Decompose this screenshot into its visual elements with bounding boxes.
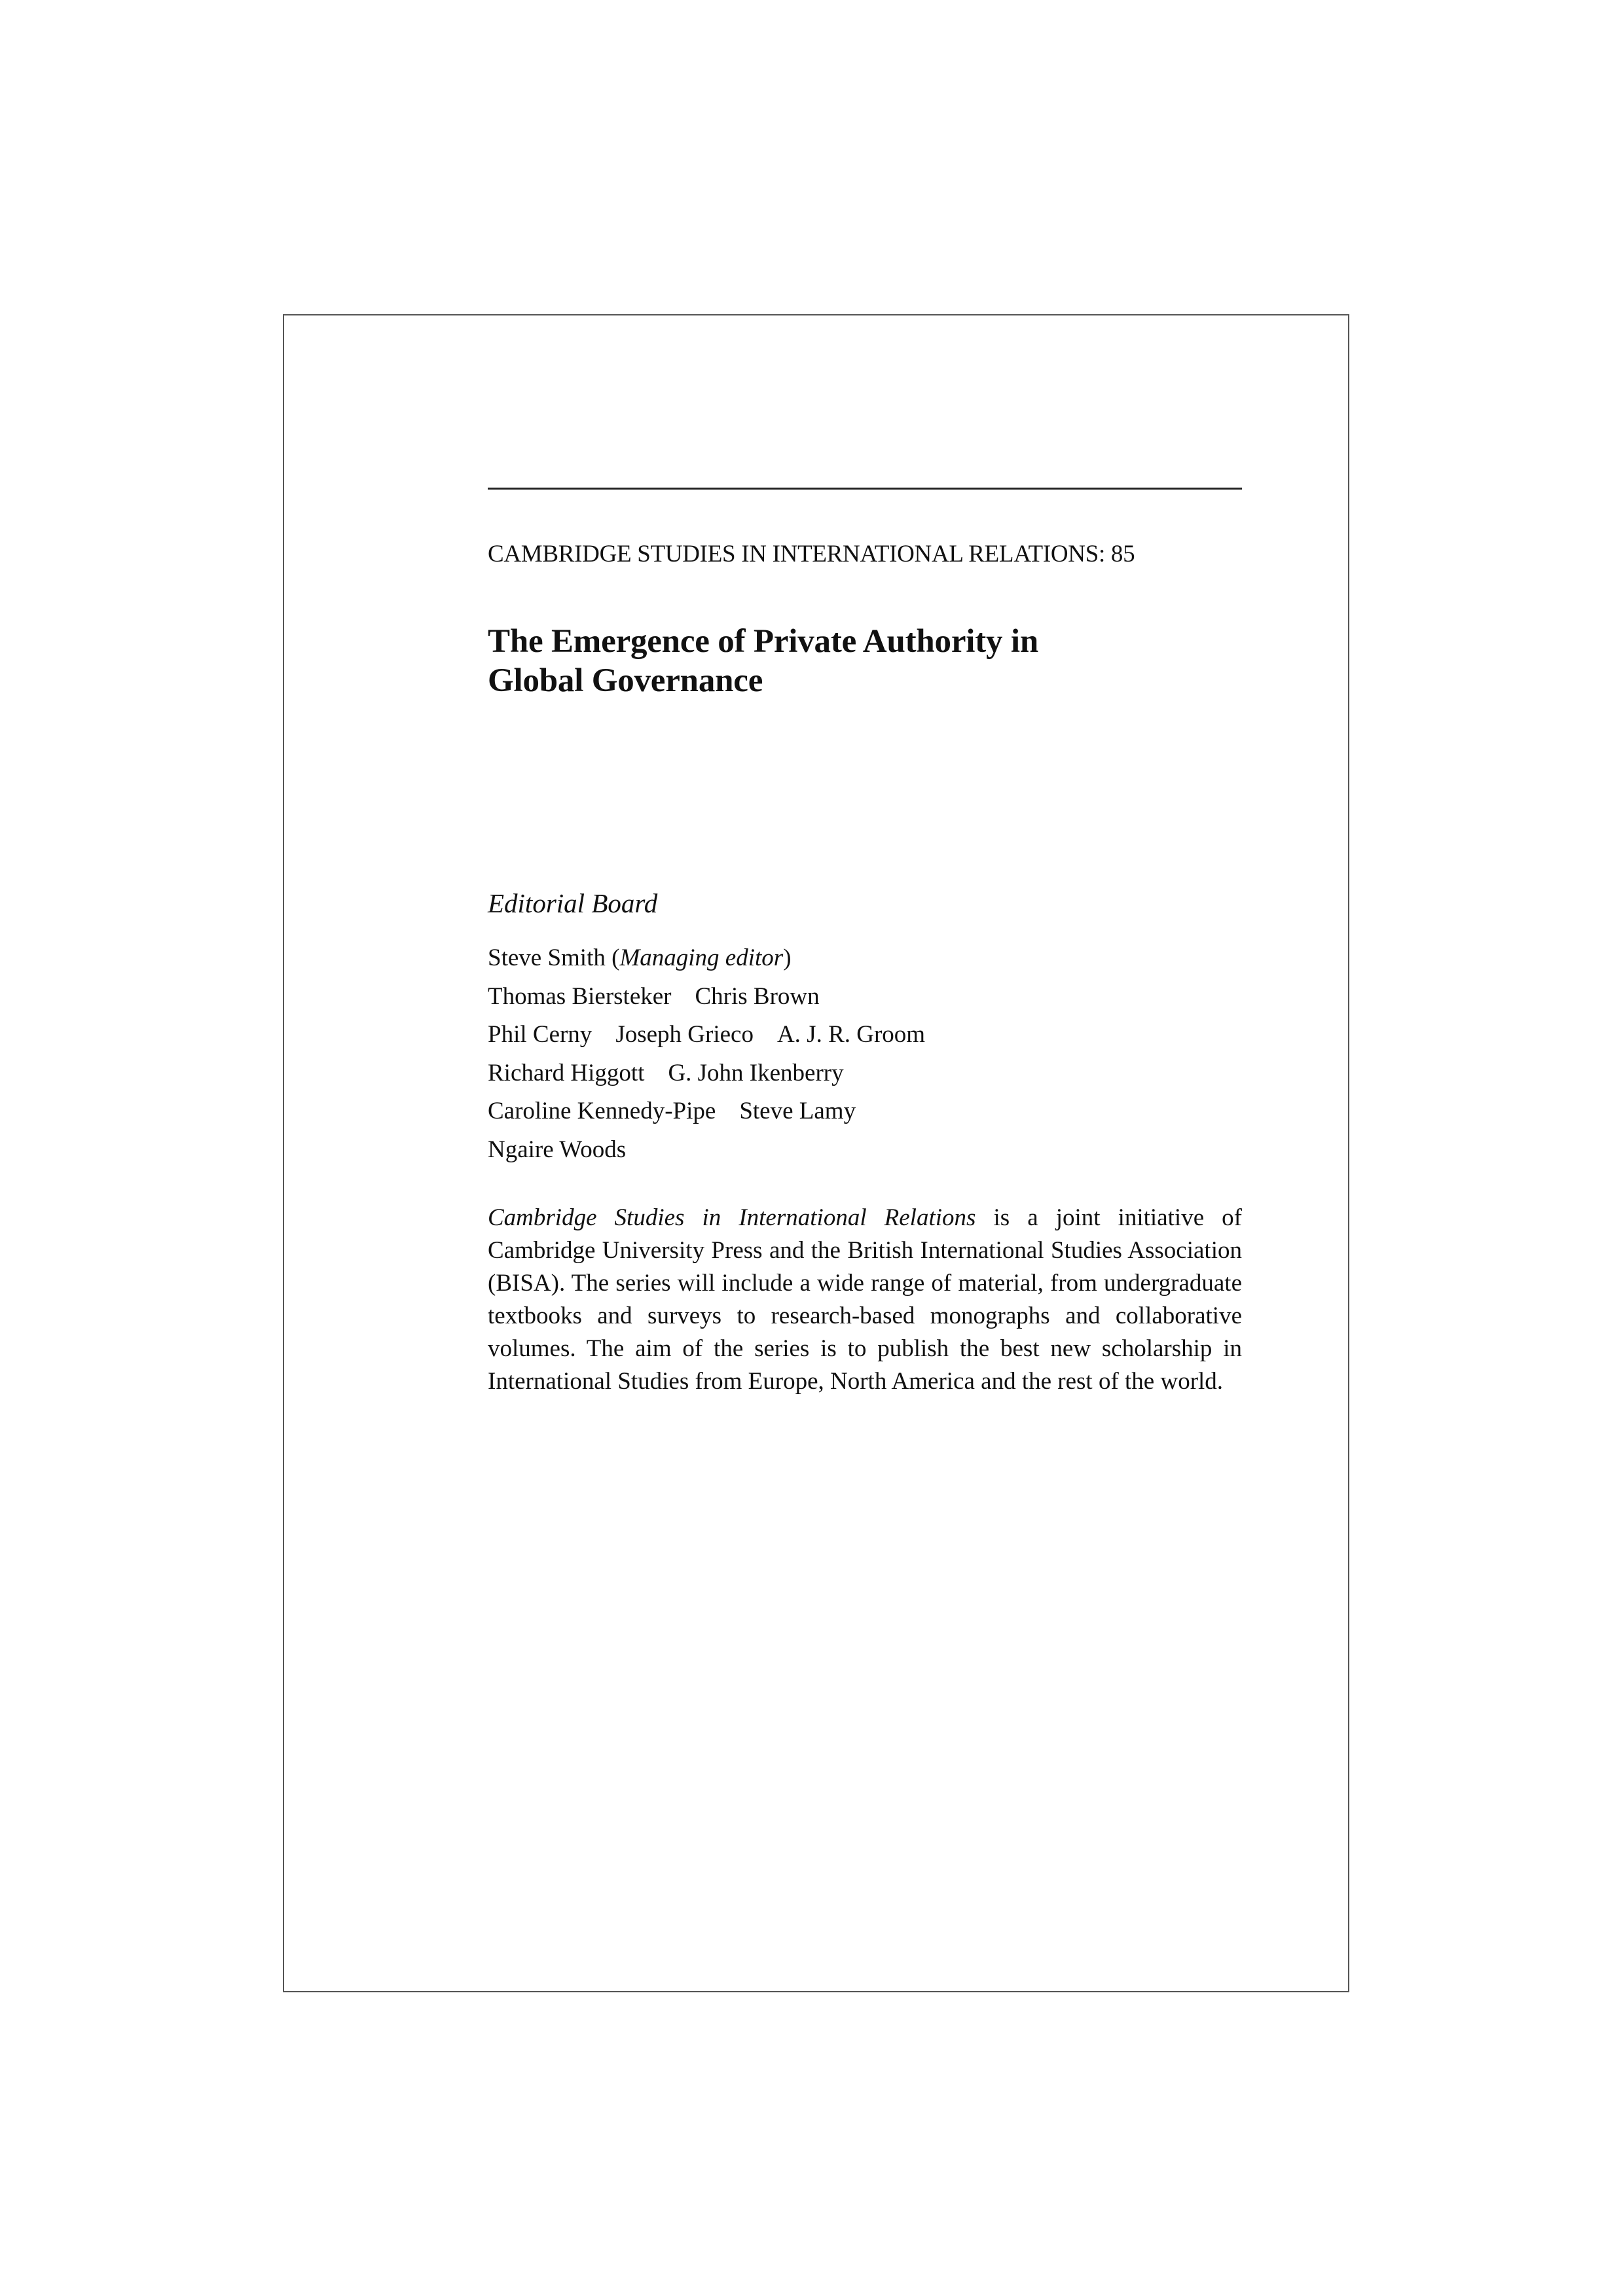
book-title (488, 622, 1242, 700)
board-member: Phil Cerny (488, 1021, 593, 1048)
board-member-row (488, 978, 1242, 1016)
board-member: Ngaire Woods (488, 1136, 627, 1163)
series-description-text: is a joint initiative of Cambridge University Press and the British International Studies Association (BISA). The series will include a wide range of material, from undergraduate textbooks and surveys to research-based monographs and collaborative volumes. The aim of the series is to publish the best new scholarship in International Studies from Europe, North America and the rest of the world. (488, 1204, 1242, 1395)
board-member-row (488, 1092, 1242, 1131)
series-description (488, 1202, 1242, 1398)
managing-editor-role: Managing editor (619, 944, 784, 971)
board-member: G. John Ikenberry (668, 1059, 844, 1086)
board-member: Chris Brown (695, 982, 820, 1010)
series-name-italic: Cambridge Studies in International Relations (488, 1204, 976, 1231)
managing-editor-open-paren: ( (605, 944, 620, 971)
board-member-row (488, 939, 1242, 978)
editorial-board-list (488, 939, 1242, 1169)
board-member-row (488, 1016, 1242, 1054)
board-member: Caroline Kennedy-Pipe (488, 1098, 716, 1124)
board-member: Thomas Biersteker (488, 982, 672, 1010)
top-rule (488, 488, 1242, 490)
board-member: Joseph Grieco (615, 1021, 754, 1048)
board-member: Steve Lamy (739, 1098, 856, 1124)
page-content (488, 488, 1242, 1422)
board-member: Richard Higgott (488, 1059, 645, 1086)
managing-editor-close-paren: ) (783, 944, 792, 971)
managing-editor-name: Steve Smith (488, 944, 606, 971)
book-title-line-2: Global Governance (488, 662, 763, 699)
series-title: CAMBRIDGE STUDIES IN INTERNATIONAL RELATIONS: 85 (488, 541, 1135, 567)
board-member-row (488, 1131, 1242, 1170)
board-member: A. J. R. Groom (776, 1021, 926, 1048)
editorial-board-heading: Editorial Board (488, 888, 658, 918)
book-title-line-1: The Emergence of Private Authority in (488, 623, 1039, 660)
board-member-row (488, 1054, 1242, 1093)
